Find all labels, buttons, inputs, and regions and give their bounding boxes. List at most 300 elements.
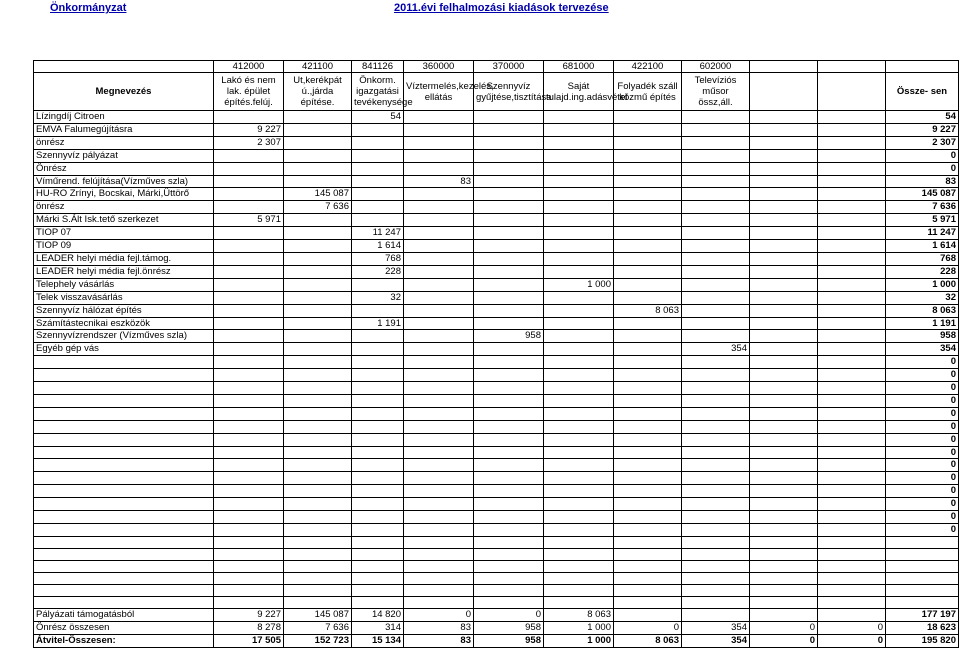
row-total: 1 614 (886, 240, 959, 253)
row-value (474, 407, 544, 420)
row-value (750, 356, 818, 369)
row-value (474, 227, 544, 240)
row-value (544, 524, 614, 537)
table-row (34, 369, 959, 382)
row-value (818, 343, 886, 356)
blank-cell (352, 572, 404, 584)
row-value (614, 111, 682, 124)
row-value (750, 304, 818, 317)
blank-cell (544, 536, 614, 548)
row-value (544, 252, 614, 265)
column-code: 412000 (214, 61, 284, 73)
row-label (34, 420, 214, 433)
row-value (682, 265, 750, 278)
row-value (682, 498, 750, 511)
row-value (750, 252, 818, 265)
row-value (474, 524, 544, 537)
row-value (614, 240, 682, 253)
row-total: 0 (886, 459, 959, 472)
row-label (34, 382, 214, 395)
row-value: 0 (818, 634, 886, 647)
row-value (818, 317, 886, 330)
row-value (818, 162, 886, 175)
row-value (750, 123, 818, 136)
row-value (214, 330, 284, 343)
row-value (214, 343, 284, 356)
row-value (818, 356, 886, 369)
row-value (544, 485, 614, 498)
row-label: Átvitel-Összesen: (34, 634, 214, 647)
row-value (682, 472, 750, 485)
row-value: 8 278 (214, 621, 284, 634)
row-value (404, 111, 474, 124)
row-label: Lízingdíj Citroen (34, 111, 214, 124)
row-value (614, 498, 682, 511)
table-row (34, 123, 959, 136)
blank-cell (750, 548, 818, 560)
row-value (474, 149, 544, 162)
row-value (404, 201, 474, 214)
row-value (682, 608, 750, 621)
row-value (214, 111, 284, 124)
row-value: 7 636 (284, 621, 352, 634)
row-value (214, 524, 284, 537)
row-value (474, 446, 544, 459)
row-value (750, 240, 818, 253)
blank-cell (474, 596, 544, 608)
row-value (284, 394, 352, 407)
row-value (682, 356, 750, 369)
blank-cell (818, 596, 886, 608)
row-value (614, 343, 682, 356)
column-header: Önkorm. igazgatási tevékenysége (352, 73, 404, 111)
table-row (34, 278, 959, 291)
row-label: önrész (34, 201, 214, 214)
row-value (404, 472, 474, 485)
row-value (352, 394, 404, 407)
row-value (544, 227, 614, 240)
row-value (404, 123, 474, 136)
row-total: 145 087 (886, 188, 959, 201)
row-value (284, 356, 352, 369)
column-header: Össze- sen (886, 73, 959, 111)
row-value: 11 247 (352, 227, 404, 240)
row-total: 0 (886, 382, 959, 395)
row-value (474, 265, 544, 278)
row-label (34, 524, 214, 537)
row-label (34, 498, 214, 511)
row-value (474, 343, 544, 356)
row-value (284, 175, 352, 188)
row-value (750, 407, 818, 420)
row-total: 0 (886, 485, 959, 498)
table-row (34, 394, 959, 407)
row-value (614, 278, 682, 291)
row-value (682, 214, 750, 227)
row-value: 145 087 (284, 608, 352, 621)
row-value (544, 330, 614, 343)
blank-cell (886, 536, 959, 548)
row-value (352, 343, 404, 356)
row-value (818, 149, 886, 162)
row-value (284, 111, 352, 124)
row-value (818, 511, 886, 524)
row-value (284, 472, 352, 485)
row-value: 17 505 (214, 634, 284, 647)
row-value (352, 369, 404, 382)
row-value (818, 214, 886, 227)
row-total: 958 (886, 330, 959, 343)
top-bar (0, 0, 960, 18)
row-value (404, 485, 474, 498)
row-value (214, 227, 284, 240)
row-value (614, 227, 682, 240)
row-value (474, 252, 544, 265)
row-value (750, 265, 818, 278)
row-value (284, 227, 352, 240)
row-total: 354 (886, 343, 959, 356)
table-row (34, 330, 959, 343)
row-value (404, 394, 474, 407)
row-value (682, 369, 750, 382)
table-row (34, 265, 959, 278)
row-value (818, 485, 886, 498)
blank-cell (682, 596, 750, 608)
row-value (544, 136, 614, 149)
row-value (750, 278, 818, 291)
row-value (352, 407, 404, 420)
table-row (34, 485, 959, 498)
row-value (818, 201, 886, 214)
row-value (818, 227, 886, 240)
table-row (34, 149, 959, 162)
blank-cell (682, 584, 750, 596)
row-value (614, 291, 682, 304)
row-value (544, 420, 614, 433)
row-value (284, 330, 352, 343)
row-value (818, 369, 886, 382)
blank-cell (284, 560, 352, 572)
blank-cell (352, 560, 404, 572)
row-value (614, 485, 682, 498)
row-value (352, 472, 404, 485)
row-value (544, 317, 614, 330)
row-value: 354 (682, 634, 750, 647)
row-value (404, 227, 474, 240)
row-value (614, 201, 682, 214)
row-value (474, 162, 544, 175)
row-value: 0 (474, 608, 544, 621)
row-value (352, 433, 404, 446)
row-value (682, 524, 750, 537)
column-header: Megnevezés (34, 73, 214, 111)
row-value (614, 446, 682, 459)
table-row (34, 621, 959, 634)
row-value (214, 240, 284, 253)
row-value (474, 498, 544, 511)
row-value (474, 394, 544, 407)
row-value (818, 394, 886, 407)
blank-cell (886, 548, 959, 560)
blank-cell (34, 596, 214, 608)
row-value: 0 (750, 634, 818, 647)
row-value (544, 162, 614, 175)
row-value (750, 175, 818, 188)
row-value (214, 446, 284, 459)
row-value (750, 111, 818, 124)
row-value (750, 394, 818, 407)
blank-cell (544, 584, 614, 596)
row-value (750, 330, 818, 343)
table-row (34, 252, 959, 265)
row-value (750, 214, 818, 227)
row-value (404, 291, 474, 304)
row-value (352, 175, 404, 188)
row-value (818, 446, 886, 459)
blank-cell (886, 584, 959, 596)
org-link[interactable]: Önkormányzat (50, 2, 127, 14)
blank-cell (750, 584, 818, 596)
row-total: 768 (886, 252, 959, 265)
row-value (818, 433, 886, 446)
blank-cell (682, 548, 750, 560)
row-value (214, 369, 284, 382)
column-code: 421100 (284, 61, 352, 73)
row-label (34, 459, 214, 472)
row-value (544, 304, 614, 317)
row-total: 1 000 (886, 278, 959, 291)
row-value (750, 291, 818, 304)
row-value (544, 123, 614, 136)
table-row (34, 634, 959, 647)
row-value (818, 330, 886, 343)
code-cell-empty (34, 61, 214, 73)
row-value (544, 201, 614, 214)
blank-cell (34, 584, 214, 596)
blank-cell (214, 548, 284, 560)
row-value (818, 608, 886, 621)
row-value (352, 188, 404, 201)
row-value (614, 330, 682, 343)
row-value (474, 291, 544, 304)
row-value (214, 304, 284, 317)
row-value: 83 (404, 621, 474, 634)
blank-cell (818, 584, 886, 596)
table-row (34, 214, 959, 227)
table-row (34, 188, 959, 201)
row-value (284, 446, 352, 459)
blank-cell (284, 548, 352, 560)
blank-cell (682, 572, 750, 584)
row-value (404, 459, 474, 472)
row-value: 54 (352, 111, 404, 124)
blank-cell (352, 596, 404, 608)
row-label: Telephely vásárlás (34, 278, 214, 291)
row-value (284, 214, 352, 227)
row-value (284, 433, 352, 446)
row-value: 0 (404, 608, 474, 621)
row-value (682, 162, 750, 175)
blank-cell (474, 560, 544, 572)
row-value (818, 240, 886, 253)
row-value (404, 407, 474, 420)
row-value (544, 356, 614, 369)
row-value (614, 394, 682, 407)
row-value (818, 252, 886, 265)
row-value (614, 317, 682, 330)
row-value (818, 111, 886, 124)
code-cell-empty (750, 61, 818, 73)
row-value (750, 498, 818, 511)
row-value (352, 278, 404, 291)
row-value (614, 214, 682, 227)
row-value (818, 175, 886, 188)
blank-cell (474, 584, 544, 596)
column-header: Ut,kerékpát ú.,járda építése. (284, 73, 352, 111)
row-value (544, 459, 614, 472)
row-value (750, 608, 818, 621)
row-total: 8 063 (886, 304, 959, 317)
row-value (214, 278, 284, 291)
row-value (474, 111, 544, 124)
row-value (214, 265, 284, 278)
row-value (404, 304, 474, 317)
row-value (750, 472, 818, 485)
column-header (750, 73, 818, 111)
row-value (614, 369, 682, 382)
row-total: 0 (886, 149, 959, 162)
row-value (352, 136, 404, 149)
row-value (818, 407, 886, 420)
table-row (34, 608, 959, 621)
row-total: 0 (886, 369, 959, 382)
row-value (614, 420, 682, 433)
blank-cell (886, 572, 959, 584)
row-value (404, 214, 474, 227)
row-value: 958 (474, 634, 544, 647)
row-value (404, 162, 474, 175)
row-value: 958 (474, 621, 544, 634)
row-label: Szennyvíz pályázat (34, 149, 214, 162)
blank-cell (34, 560, 214, 572)
table-row (34, 524, 959, 537)
row-value (614, 123, 682, 136)
column-code: 681000 (544, 61, 614, 73)
row-total: 0 (886, 433, 959, 446)
row-total: 1 191 (886, 317, 959, 330)
row-value (544, 188, 614, 201)
page-title: 2011.évi felhalmozási kiadások tervezése (394, 2, 609, 14)
row-value (474, 356, 544, 369)
blank-cell (404, 548, 474, 560)
row-value (214, 188, 284, 201)
table-row (34, 136, 959, 149)
blank-cell (214, 560, 284, 572)
blank-cell (614, 560, 682, 572)
blank-cell (404, 572, 474, 584)
column-code: 602000 (682, 61, 750, 73)
row-total: 11 247 (886, 227, 959, 240)
blank-cell (352, 584, 404, 596)
blank-cell (214, 596, 284, 608)
row-value (750, 343, 818, 356)
row-value (404, 446, 474, 459)
table-row (34, 420, 959, 433)
row-value (214, 162, 284, 175)
row-value (750, 382, 818, 395)
blank-cell (474, 536, 544, 548)
row-value (682, 188, 750, 201)
row-value (682, 227, 750, 240)
row-total: 0 (886, 356, 959, 369)
row-total: 195 820 (886, 634, 959, 647)
row-value: 9 227 (214, 608, 284, 621)
blank-row (34, 536, 959, 548)
row-value (614, 524, 682, 537)
row-value (750, 511, 818, 524)
row-value (682, 175, 750, 188)
row-value (682, 330, 750, 343)
table-row (34, 291, 959, 304)
row-total: 2 307 (886, 136, 959, 149)
row-label: Önrész összesen (34, 621, 214, 634)
row-value (544, 291, 614, 304)
row-value (404, 369, 474, 382)
row-value: 83 (404, 634, 474, 647)
row-value (474, 201, 544, 214)
row-value (818, 524, 886, 537)
table-row (34, 317, 959, 330)
row-label (34, 369, 214, 382)
row-label: LEADER helyi média fejl.támog. (34, 252, 214, 265)
row-value (474, 459, 544, 472)
row-value (818, 304, 886, 317)
row-value (284, 524, 352, 537)
row-value (474, 123, 544, 136)
row-value: 2 307 (214, 136, 284, 149)
row-value (352, 459, 404, 472)
blank-cell (404, 596, 474, 608)
row-value (352, 498, 404, 511)
row-value (474, 382, 544, 395)
row-value (818, 459, 886, 472)
row-value (474, 175, 544, 188)
row-value (474, 136, 544, 149)
row-value (750, 317, 818, 330)
column-code: 841126 (352, 61, 404, 73)
table-row (34, 343, 959, 356)
table-row (34, 511, 959, 524)
row-value (474, 188, 544, 201)
row-value (474, 240, 544, 253)
blank-cell (818, 536, 886, 548)
row-value (750, 420, 818, 433)
table-row (34, 459, 959, 472)
row-total: 0 (886, 407, 959, 420)
row-value (404, 317, 474, 330)
row-value (750, 188, 818, 201)
row-label (34, 407, 214, 420)
column-code: 422100 (614, 61, 682, 73)
row-value (214, 382, 284, 395)
row-value (614, 472, 682, 485)
row-value (214, 485, 284, 498)
row-value (214, 356, 284, 369)
header-row (34, 73, 959, 111)
row-value: 15 134 (352, 634, 404, 647)
row-value (214, 149, 284, 162)
row-value (284, 136, 352, 149)
